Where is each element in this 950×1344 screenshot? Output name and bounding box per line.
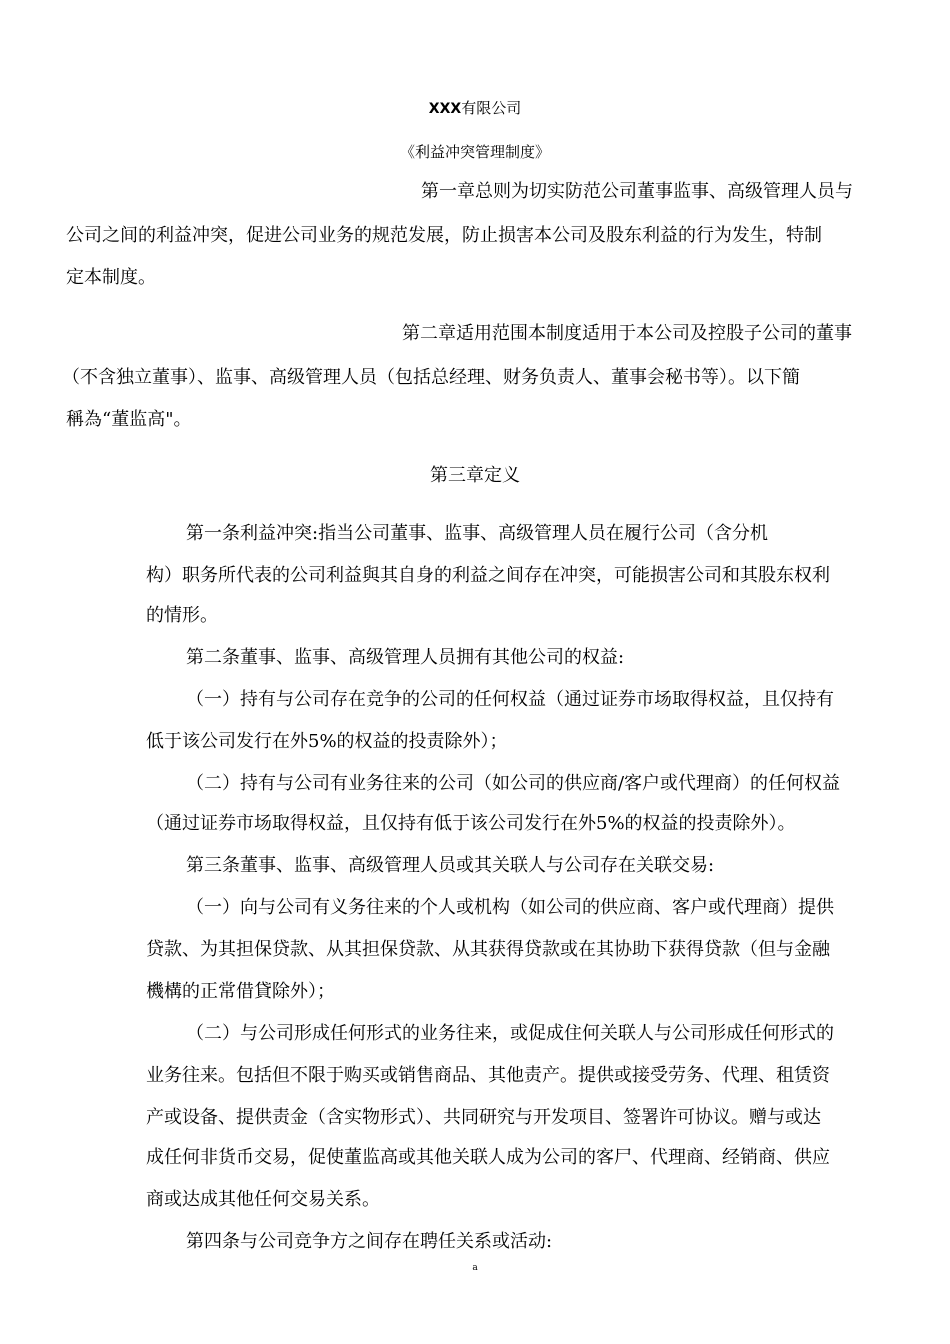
article-2-heading: 第二条董事、监事、高级管理人员拥有其他公司的权益: bbox=[186, 647, 625, 668]
chapter-2-line-1: 第二章适用范围本制度适用于本公司及控股子公司的董事 bbox=[402, 323, 852, 344]
chapter-1-line-1: 第一章总则为切实防范公司董事监事、高级管理人员与 bbox=[421, 181, 853, 202]
article-3-item-1-line-2: 贷款、为其担保贷款、从其担保贷款、从其获得贷款或在其协助下获得贷款（但与金融 bbox=[146, 939, 830, 960]
chapter-1-line-3: 定本制度。 bbox=[66, 267, 156, 288]
company-suffix: 有限公司 bbox=[461, 99, 522, 117]
article-3-item-2-line-3: 产或设备、提供责金（含实物形式）、共同研究与开发项目、签署许可协议。赠与或达 bbox=[146, 1107, 821, 1128]
company-name bbox=[0, 96, 950, 121]
article-3-item-2-line-5: 商或达成其他任何交易关系。 bbox=[146, 1189, 380, 1210]
article-1-line-1: 第一条利益冲突:指当公司董事、监事、高级管理人员在履行公司（含分机 bbox=[186, 523, 769, 544]
article-3-item-1-line-3: 機構的正常借貸除外）； bbox=[146, 981, 335, 1002]
article-2-item-2-line-2: （通过证券市场取得权益，且仅持有低于该公司发行在外5%的权益的投责除外）。 bbox=[146, 813, 796, 834]
article-2-item-1-line-1: （一）持有与公司存在竞争的公司的任何权益（通过证券市场取得权益，且仅持有 bbox=[186, 689, 834, 710]
article-3-item-2-line-1: （二）与公司形成任何形式的业务往来，或促成住何关联人与公司形成任何形式的 bbox=[186, 1023, 834, 1044]
article-4-heading: 第四条与公司竞争方之间存在聘任关系或活动: bbox=[186, 1231, 553, 1252]
article-3-heading: 第三条董事、监事、高级管理人员或其关联人与公司存在关联交易: bbox=[186, 855, 715, 876]
chapter-3-heading: 第三章定义 bbox=[430, 465, 520, 486]
chapter-2-line-2: （不含独立董事）、监事、高级管理人员（包括总经理、财务负责人、董事会秘书等）。以下簡 bbox=[62, 367, 800, 388]
company-prefix: XXX bbox=[428, 101, 462, 117]
chapter-2-line-3: 稱為“董监高"。 bbox=[66, 409, 192, 430]
article-3-item-2-line-2: 业务往来。包括但不限于购买或销售商品、其他责产。提供或接受劳务、代理、租赁资 bbox=[146, 1065, 830, 1086]
article-1-line-3: 的情形。 bbox=[146, 605, 218, 626]
article-3-item-2-line-4: 成任何非货币交易，促使董监高或其他关联人成为公司的客尸、代理商、经销商、供应 bbox=[146, 1147, 830, 1168]
article-2-item-2-line-1: （二）持有与公司有业务往来的公司（如公司的供应商/客户或代理商）的任何权益 bbox=[186, 773, 841, 794]
document-title: 《利益冲突管理制度》 bbox=[399, 143, 550, 161]
article-1-line-2: 构）职务所代表的公司利益與其自身的利益之间存在冲突，可能损害公司和其股东权利 bbox=[146, 565, 830, 586]
chapter-1-line-2: 公司之间的利益冲突，促进公司业务的规范发展，防止损害本公司及股东利益的行为发生，特制 bbox=[66, 225, 822, 246]
article-2-item-1-line-2: 低于该公司发行在外5%的权益的投责除外）； bbox=[146, 731, 508, 752]
page-marker: a bbox=[472, 1263, 478, 1273]
article-3-item-1-line-1: （一）向与公司有义务往来的个人或机构（如公司的供应商、客户或代理商）提供 bbox=[186, 897, 834, 918]
